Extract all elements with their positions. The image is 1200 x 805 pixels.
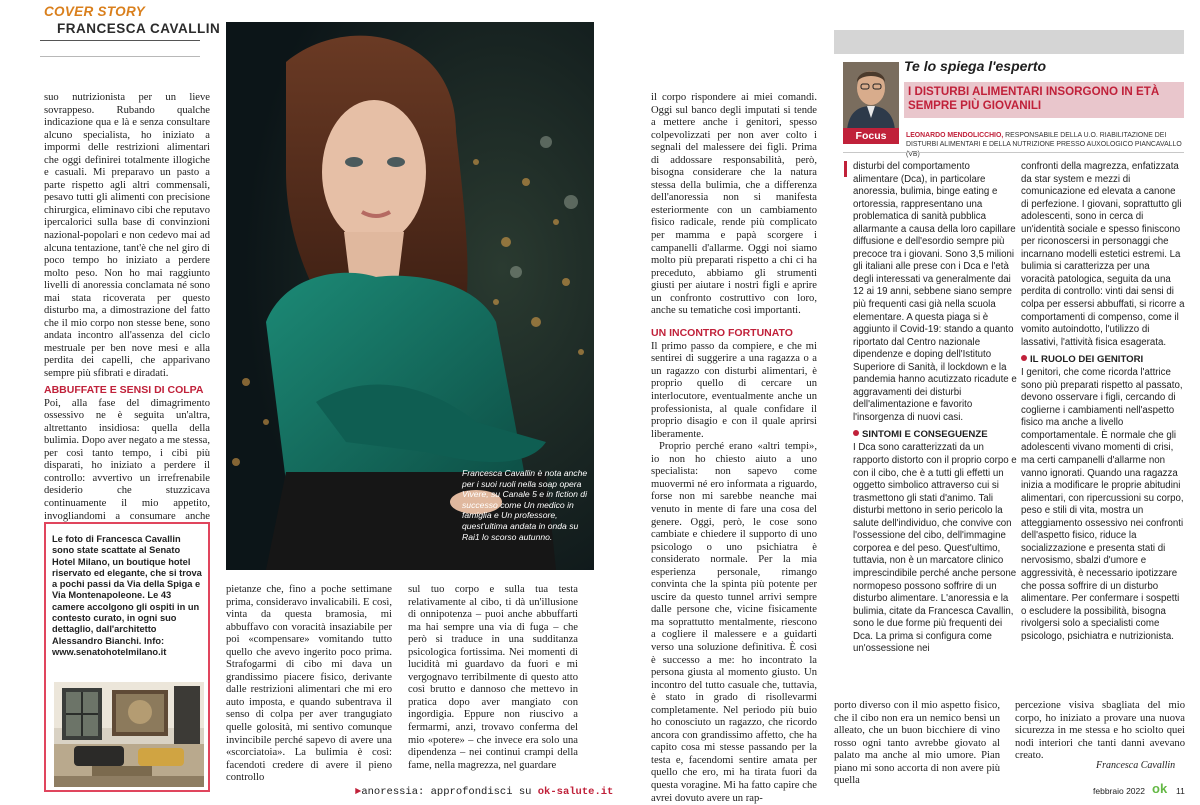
byline-role: RESPONSABILE DELLA U.O. RIABILITAZIONE DEI DISTURBI ALIMENTARI E DELLA NUTRIZIONE PRESSO AUXOLOGICO PIANCAVALLO (VB) xyxy=(906,132,1182,158)
paragraph: Il primo passo da compiere, e che mi sentirei di suggerire a una ragazza o a un ragazzo con disturbi alimentari, è proprio quello di cercare un interlocutore, eventualmente anche un professionista, al quale confidare il proprio disagio e con il quale aprirsi liberamente. xyxy=(651,340,817,440)
paragraph: il corpo rispondere ai miei comandi. Oggi sul banco degli imputati si tende a mettere anche i genitori, spesso colpevolizzati per non aver colto i segnali del malessere dei figli. Prima di addossare responsabilità, però, bisogna considerare che la natura stessa della bulimia, che a differenza dell'anoressia non si manifesta esteriormente con un cambiamento fisico radicale, rende più complicato per mamma e papà scorgere i campanelli d'allarme. Oggi noi siamo molto più preparati rispetto a chi ci ha preceduto, abbiamo gli strumenti giusti per aiutare i nostri figli e aprire un confronto costruttivo con loro, anche su tematiche così importanti. xyxy=(651,92,817,317)
paragraph: I Dca sono caratterizzati da un rapporto distorto con il proprio corpo e con il cibo, che è a tutti gli effetti un oggetto simbolico attraverso cui si trasmettono gli stati d'animo. Tali disturbi mettono in serio pericolo la salute dell'individuo, che convive con l'ossessione del cibo, dell'immagine corporea e del peso. Quest'ultimo, tuttavia, non è un marcatore clinico imprescindibile perché anche persone normopeso possono soffrire di un disturbo alimentare. L'anoressia e la bulimia, citate da Francesca Cavallin, sono le due forme più frequenti dei Dca. La prima si configura come un'ossessione nei xyxy=(853,442,1017,655)
photo-caption: Francesca Cavallin è nota anche per i suoi ruoli nella soap opera Vivere, su Canale 5 e in fiction di successo come Un medico in famiglia e Un professore, quest'ultima andata in onda su Rai1 lo scorso autunno. xyxy=(462,468,588,542)
article-column-1 xyxy=(44,92,211,522)
article-column-3 xyxy=(408,584,578,780)
paragraph: percezione visiva sbagliata del mio corpo, ho iniziato a provare una nuova sicurezza in me stessa e ho sciolto quei nodi interiori che tanti danni avevano creato. xyxy=(1015,700,1185,762)
header-rule xyxy=(40,40,200,41)
footer-link[interactable] xyxy=(355,786,613,798)
bullet-dot-icon xyxy=(853,430,859,436)
page-number: 11 xyxy=(1176,786,1185,796)
expert-byline xyxy=(906,131,1184,159)
subheading-sintomi: SINTOMI E CONSEGUENZE xyxy=(853,428,1017,441)
footer-prefix: anoressia: approfondisci su xyxy=(361,786,538,798)
header-rule-thin xyxy=(40,56,200,57)
paragraph: sul tuo corpo e sulla tua testa relativamente al cibo, ti dà un'illusione di onnipotenza – puoi anche abbuffarti ma hai sempre una via di fuga – che però si traduce in una sudditanza psicologica fortissima. Nei momenti di lucidità mi guardavo da fuori e mi vergognavo terribilmente di questo atto così brutto e dannoso che mettevo in pratica dopo aver mangiato con ingordigia. Eppure non riuscivo a fermarmi, anzi, trovavo conferma del mio «potere» – che invece era solo una dipendenza – nei continui crampi della fame, nella magrezza, nel guardare xyxy=(408,584,578,771)
byline-name: LEONARDO MENDOLICCHIO, xyxy=(906,132,1004,139)
expert-title: Te lo spiega l'esperto xyxy=(904,58,1047,74)
expert-headline: I DISTURBI ALIMENTARI INSORGONO IN ETÀ SEMPRE PIÙ GIOVANILI xyxy=(908,85,1160,112)
arrow-icon: ► xyxy=(355,786,362,798)
hotel-info-text: Le foto di Francesca Cavallin sono state scattate al Senato Hotel Milano, un boutique hotel riservato ed elegante, che si trova a pochi passi da Via della Spiga e Via Montenapoleone. Le 43 camere accolgono gli ospiti in un contesto curato, in ogni suo dettaglio, dall'architetto Alessandro Bianchi. Info: www.senatohotelmilano.it xyxy=(52,534,202,657)
focus-badge: Focus xyxy=(843,128,899,144)
paragraph: Poi, alla fase del dimagrimento ossessivo ne è seguita un'altra, altrettanto insidiosa: quella della bulimia. Dopo aver negato a me stessa, per così tanto tempo, i cibi più disparati, ho iniziato a perdere il controllo: avvertivo un irrefrenabile desiderio che stuzzicava continuamente il mio appetito, invogliandomi a consumare anche xyxy=(44,397,210,522)
paragraph: pietanze che, fino a poche settimane prima, consideravo invalicabili. E così, vinta da questa bramosia, mi abbuffavo con voracità insaziabile per poi «compensare» vomitando tutto quello che avevo ingerito poco prima. Strafogarmi di cibo mi dava un grandissimo piacere fisico, derivante dalle restrizioni alimentari che mi ero auto imposta, e quando subentrava il senso di colpa per aver trangugiato quelle golosità, mi sentivo comunque invincibile perché sapevo di avere una «scorciatoia». La bulimia è così: facendoti credere di avere il pieno controllo xyxy=(226,584,392,784)
issue-date: febbraio 2022 xyxy=(1093,786,1145,796)
article-column-2 xyxy=(226,584,392,784)
expert-column-a xyxy=(853,161,1017,691)
dropcap-bar xyxy=(844,161,847,177)
article-column-6 xyxy=(1015,700,1185,762)
signature: Francesca Cavallin xyxy=(1096,760,1176,771)
article-column-5 xyxy=(834,700,1000,787)
expert-separator xyxy=(843,152,1184,153)
paragraph: disturbi del comportamento alimentare (Dca), in particolare anoressia, bulimia, binge eating e ortoressia, rappresentano una problematica di sanità pubblica allarmante a causa della loro capillare diffusione e dell'esordio sempre più precoce tra i giovani. Sono 3,5 milioni gli italiani alle prese con i Dca e l'età degli interessati va generalmente dai 12 ai 19 anni, sebbene siano sempre più frequenti casi già nella scuola elementare. A questa piaga si è aggiunto il Covid-19: stando a quanto riportato dal Centro nazionale dipendenze e doping dell'Istituto Superiore di Sanità, il lockdown e la pandemia hanno acutizzato ricadute e aggravamenti dei disturbi dell'alimentazione e favorito l'insorgenza di nuovi casi. xyxy=(853,161,1017,423)
expert-bar xyxy=(834,30,1184,54)
paragraph: suo nutrizionista per un lieve sovrappeso. Rubando qualche indicazione qua e là e senza consultare alcuno specialista, ho iniziato a impormi delle restrizioni alimentari che oggi definirei totalmente illogiche e casuali. Mi preparavo un pasto a parte rispetto agli altri commensali, pesavo tutti gli alimenti con precisione chirurgica, eliminavo cibi che reputavo ipercalorici sulla base di convinzioni nazional-popolari e non cedevo mai ad alcuna tentazione, tant'è che nel giro di poco tempo ho iniziato a perdere molto peso. Non ho mai raggiunto livelli di anoressia conclamata né sono mai stata ricoverata per questo disturbo ma, a dimostrazione del fatto che il mio corpo non stesse bene, sono andata incontro all'assenza del ciclo mestruale per ben nove mesi e alla perdita dei capelli, che apparivano sempre più sfibrati e diradati. xyxy=(44,92,211,380)
expert-column-b xyxy=(1021,161,1185,691)
hotel-photo xyxy=(54,682,204,787)
cover-story-kicker: COVER STORY xyxy=(44,4,146,19)
ok-logo: ok xyxy=(1152,781,1168,796)
subheading-abbuffate: ABBUFFATE E SENSI DI COLPA xyxy=(44,383,204,396)
paragraph: I genitori, che come ricorda l'attrice sono più preparati rispetto al passato, devono osservare i figli, cercando di coglierne i cambiamenti nell'aspetto fisico ma anche a livello comportamentale. È normale che gli adolescenti vivano momenti di crisi, ma certi campanelli d'allarme non vanno ignorati. Quando una ragazza inizia a modificare le proprie abitudini alimentari, con ripercussioni su corpo, peso e stili di vita, mostra un atteggiamento ossessivo nei confronti dell'aspetto fisico, riduce la socializzazione e presenta stati di nervosismo, sbalzi d'umore e aggressività, è necessario ipotizzare che possa soffrire di un disturbo alimentare. Per confermare i sospetti o escludere la possibilità, bisogna rivolgersi solo a specialisti come psicologo, psichiatra e nutrizionista. xyxy=(1021,367,1184,642)
bullet-dot-icon xyxy=(1021,355,1027,361)
subheading-incontro: UN INCONTRO FORTUNATO xyxy=(651,326,793,339)
article-column-4 xyxy=(651,92,817,804)
paragraph: porto diverso con il mio aspetto fisico, che il cibo non era un nemico bensì un alleato, che un buon bicchiere di vino rosso ogni tanto avrebbe giovato al palato ma anche al mio umore. Pian piano mi sono accorta di non avere più quella xyxy=(834,700,1000,787)
paragraph: confronti della magrezza, enfatizzata da star system e mezzi di comunicazione ed elevata a canone di perfezione. I giovani, soprattutto gli adolescenti, sono in cerca di un'identità sociale e spesso finiscono per riconoscersi in personaggi che incarnano modelli estetici estremi. La bulimia si caratterizza per una voracità patologica, seguita da una perdita di controllo: vinti dai sensi di colpa per essersi abbuffati, si ricorre a comportamenti di compenso, come il vomito autoindotto, l'utilizzo di lassativi, l'attività fisica esagerata. xyxy=(1021,161,1185,348)
subheading-genitori: IL RUOLO DEI GENITORI xyxy=(1021,353,1185,366)
footer-site[interactable]: ok-salute.it xyxy=(537,786,614,798)
paragraph: Proprio perché erano «altri tempi», io non ho chiesto aiuto a uno specialista: non sapevo come muovermi né ero informata a riguardo, forse non mi sarebbe neanche mai venuto in mente di fare una cosa del genere. Oggi, però, le cose sono cambiate e chiedere il supporto di uno psicologo o uno psichiatra è considerato normale. Per la mia esperienza personale, rimango convinta che la spinta più potente per uscire da questo tunnel arrivi sempre dalle persone che, vicine fisicamente ma soprattutto mentalmente, riescono a cogliere il malessere e a guidarti verso una soluzione definitiva. È così è successo a me: ho incontrato la persona giusta al momento giusto. Un incontro del tutto casuale che, tuttavia, è stato in grado di risollevarmi completamente. Nel periodo più buio ho conosciuto un ragazzo, che ricordo ancora con grandissimo affetto, che ha capito cosa mi stesse passando per la testa e, facendomi sentire amata per quello che ero, mi ha tirata fuori da questa voragine. Mi ha fatto capire che avrei dovuto avere un rap- xyxy=(651,441,817,804)
expert-portrait xyxy=(843,62,899,130)
cover-story-name: FRANCESCA CAVALLIN xyxy=(57,21,221,36)
